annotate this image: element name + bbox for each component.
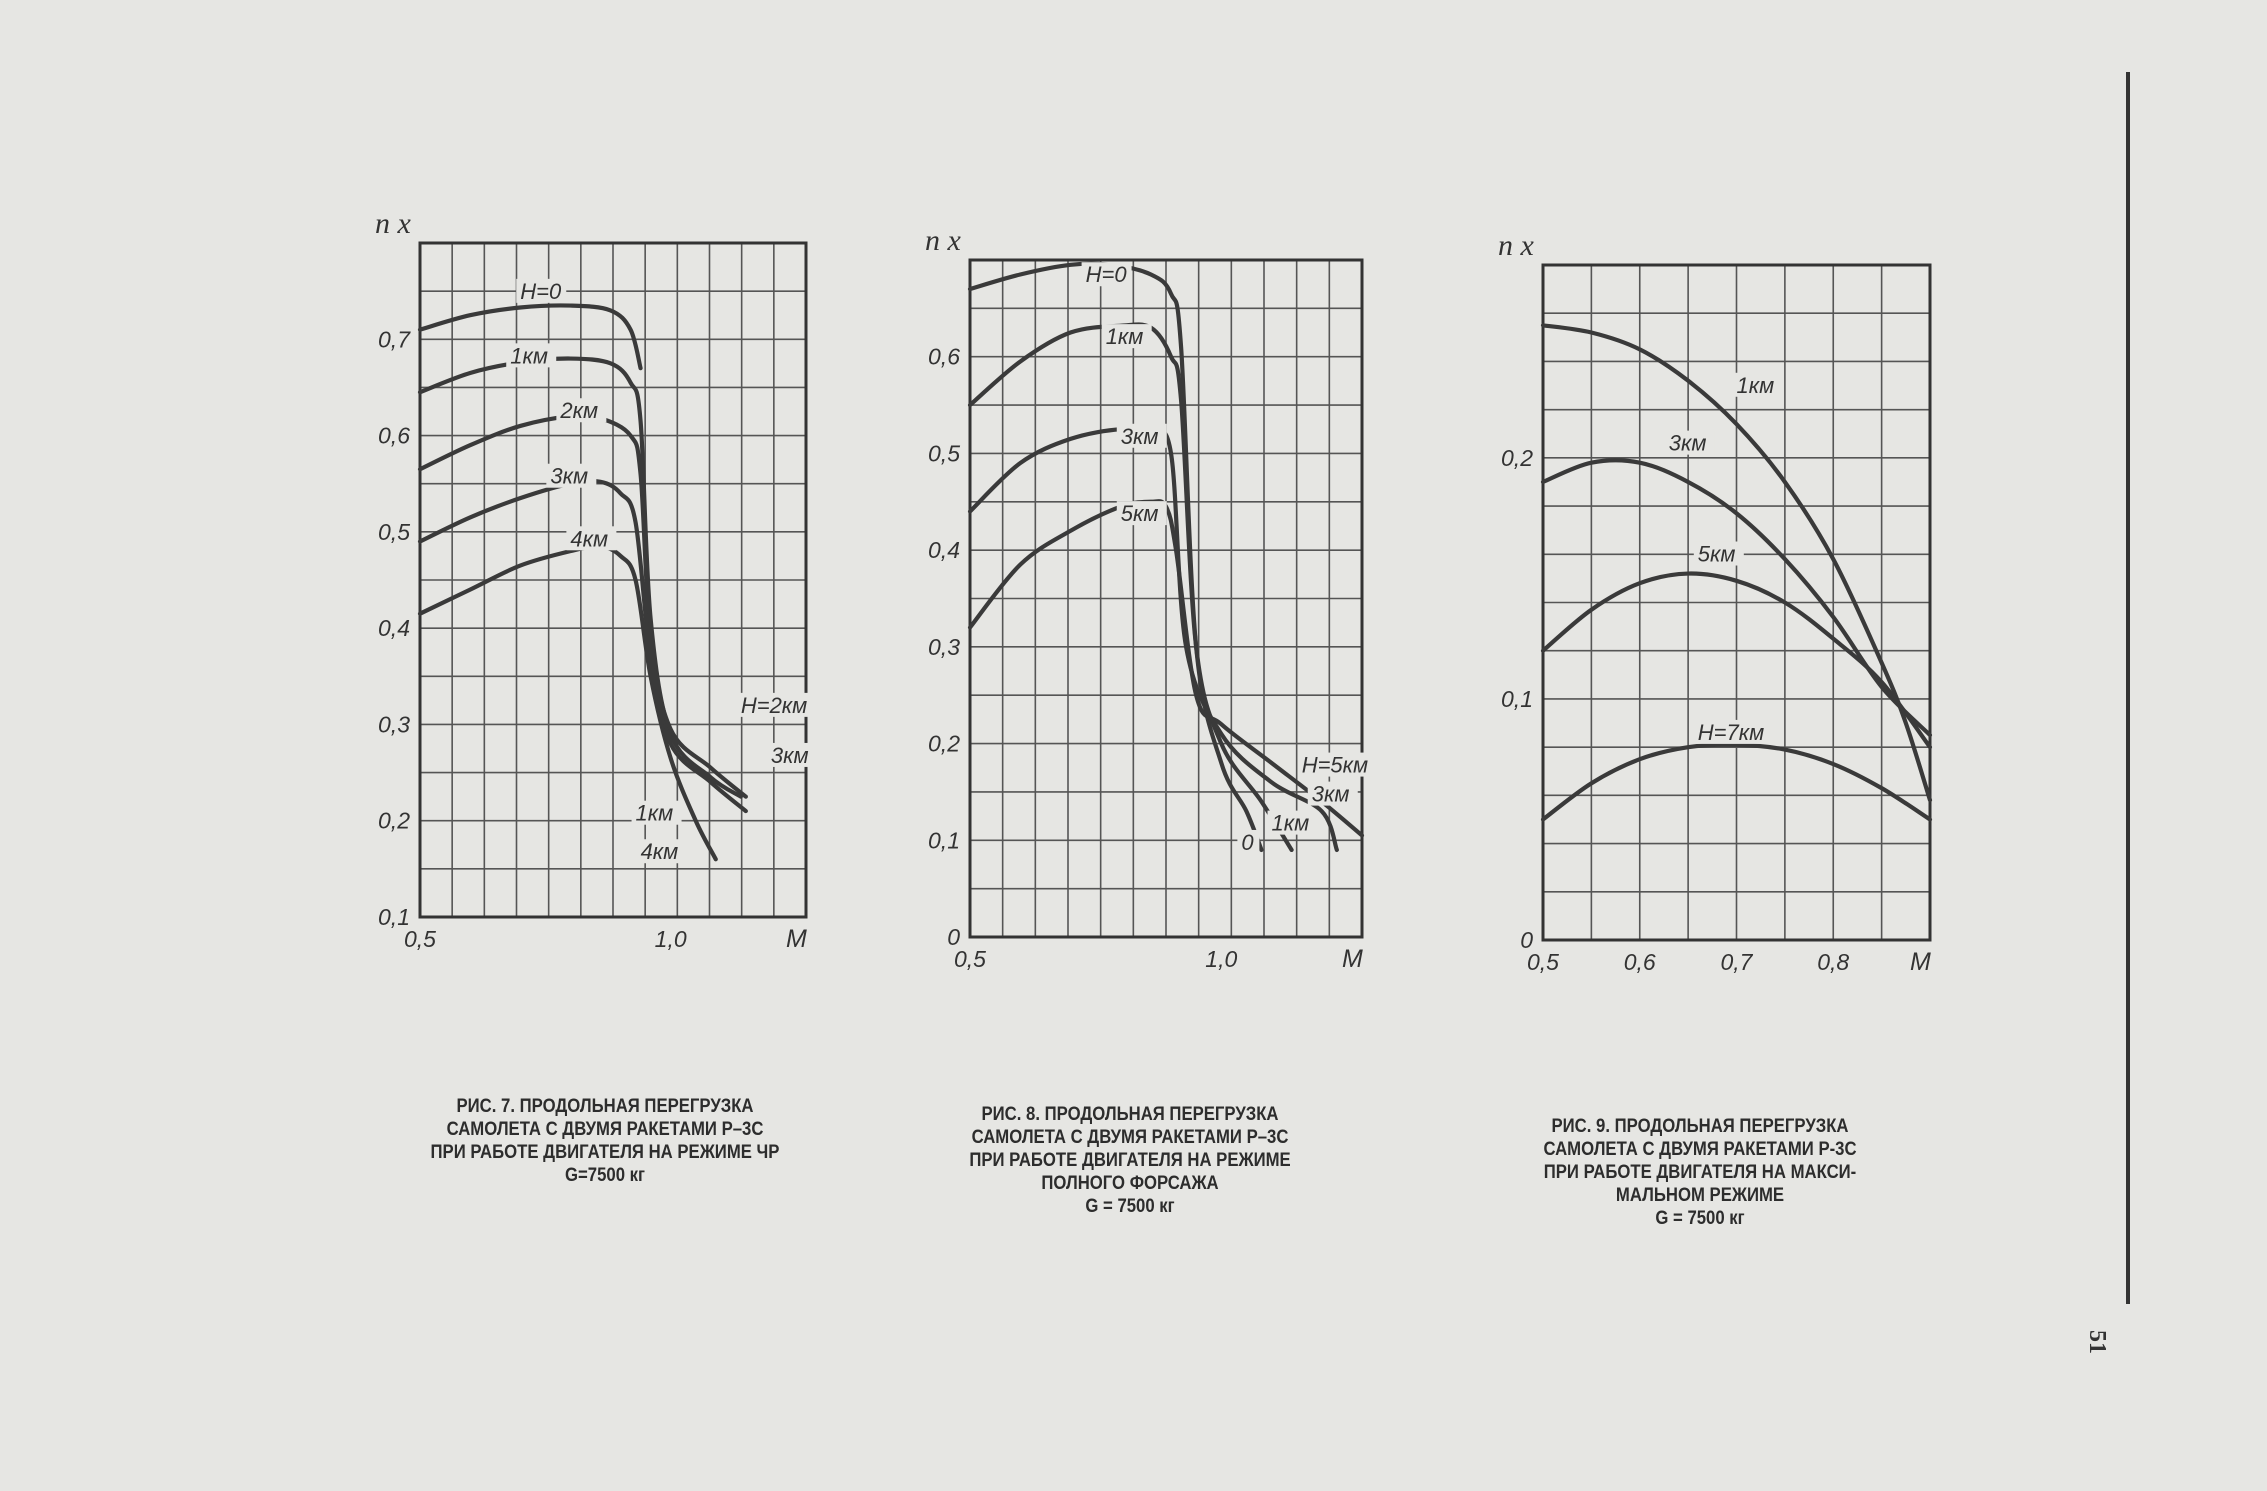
y-tick-label: 0,6: [378, 422, 410, 449]
curve-annotation: 1км: [1736, 372, 1775, 398]
caption-line: G = 7500 кг: [1085, 1196, 1175, 1217]
y-tick-label: 0: [947, 924, 960, 950]
caption-line: ПРИ РАБОТЕ ДВИГАТЕЛЯ НА МАКСИ-: [1543, 1162, 1857, 1183]
caption-line: САМОЛЕТА С ДВУМЯ РАКЕТАМИ Р-3С: [1543, 1139, 1857, 1160]
x-tick-label: 0,5: [404, 926, 436, 952]
x-tick-label: 1,0: [1205, 946, 1238, 972]
x-axis-label: M: [786, 925, 807, 953]
caption-line: МАЛЬНОМ РЕЖИМЕ: [1615, 1185, 1785, 1206]
caption-line: ПРИ РАБОТЕ ДВИГАТЕЛЯ НА РЕЖИМЕ ЧР: [430, 1142, 780, 1163]
y-tick-label: 0,2: [1501, 444, 1533, 471]
caption-line: G = 7500 кг: [1655, 1208, 1745, 1229]
y-tick-label: 0,3: [378, 711, 410, 738]
curve-annotation: 4км: [570, 526, 609, 552]
curve-annotation: 3км: [1311, 781, 1350, 807]
x-tick-label: 0,8: [1817, 949, 1850, 975]
curve-annotation: 1км: [1105, 324, 1144, 350]
x-tick-label: 0,7: [1720, 949, 1753, 975]
y-tick-label: 0: [1520, 927, 1533, 953]
curve-annotation: 2км: [560, 398, 599, 424]
y-tick-label: 0,2: [378, 807, 410, 834]
curve-annotation: 1км: [635, 800, 674, 826]
y-tick-label: 0,4: [378, 615, 410, 642]
caption-line: G=7500 кг: [565, 1165, 645, 1186]
caption-fig8: [923, 1103, 1337, 1218]
curve-annotation: H=2км: [740, 692, 808, 718]
curve-annotation: 5км: [1120, 501, 1159, 527]
x-axis-label: M: [1910, 948, 1931, 976]
caption-line: РИС. 7. ПРОДОЛЬНАЯ ПЕРЕГРУЗКА: [456, 1096, 754, 1117]
y-tick-label: 0,6: [928, 343, 960, 370]
curve-annotation: 3км: [770, 742, 809, 768]
y-axis-label: n x: [375, 207, 411, 240]
y-tick-label: 0,5: [928, 440, 960, 467]
caption-line: САМОЛЕТА С ДВУМЯ РАКЕТАМИ Р–3С: [971, 1127, 1289, 1148]
y-tick-label: 0,7: [378, 326, 410, 353]
caption-fig7: [376, 1095, 834, 1187]
curve-annotation: H=0: [520, 278, 562, 304]
page-number: 51: [2084, 1330, 2110, 1354]
caption-fig9: [1498, 1115, 1903, 1230]
curve-annotation: 3км: [550, 463, 589, 489]
curve-annotation: 1км: [1271, 810, 1310, 836]
curve-annotation: H=0: [1085, 262, 1127, 288]
caption-line: РИС. 9. ПРОДОЛЬНАЯ ПЕРЕГРУЗКА: [1551, 1116, 1849, 1137]
curve-annotation: 5км: [1697, 541, 1736, 567]
caption-line: ПРИ РАБОТЕ ДВИГАТЕЛЯ НА РЕЖИМЕ: [969, 1150, 1291, 1171]
y-axis-label: n x: [925, 224, 961, 257]
curve-annotation: 1км: [510, 343, 548, 369]
caption-line: САМОЛЕТА С ДВУМЯ РАКЕТАМИ Р–3С: [446, 1119, 764, 1140]
y-tick-label: 0,1: [378, 904, 410, 930]
y-tick-label: 0,1: [1501, 685, 1533, 712]
curve-annotation: H=5км: [1301, 752, 1369, 778]
curve-annotation: 4км: [640, 839, 679, 865]
x-tick-label: 1,0: [654, 926, 687, 952]
right-margin-rule: [2126, 72, 2130, 1304]
y-axis-label: n x: [1498, 229, 1534, 262]
y-tick-label: 0,5: [378, 518, 410, 545]
x-axis-label: M: [1342, 945, 1363, 973]
y-tick-label: 0,3: [928, 633, 960, 660]
y-tick-label: 0,2: [928, 730, 960, 757]
x-tick-label: 0,5: [954, 946, 986, 972]
curve-annotation: 0: [1241, 829, 1254, 855]
x-tick-label: 0,5: [1527, 949, 1559, 975]
curve-annotation: 3км: [1668, 430, 1707, 456]
x-tick-label: 0,6: [1623, 949, 1656, 975]
y-tick-label: 0,1: [928, 827, 960, 854]
caption-line: ПОЛНОГО ФОРСАЖА: [1041, 1173, 1219, 1194]
caption-line: РИС. 8. ПРОДОЛЬНАЯ ПЕРЕГРУЗКА: [981, 1104, 1279, 1125]
curve-annotation: H=7км: [1697, 719, 1765, 745]
y-tick-label: 0,4: [928, 537, 960, 564]
curve-annotation: 3км: [1120, 423, 1159, 449]
